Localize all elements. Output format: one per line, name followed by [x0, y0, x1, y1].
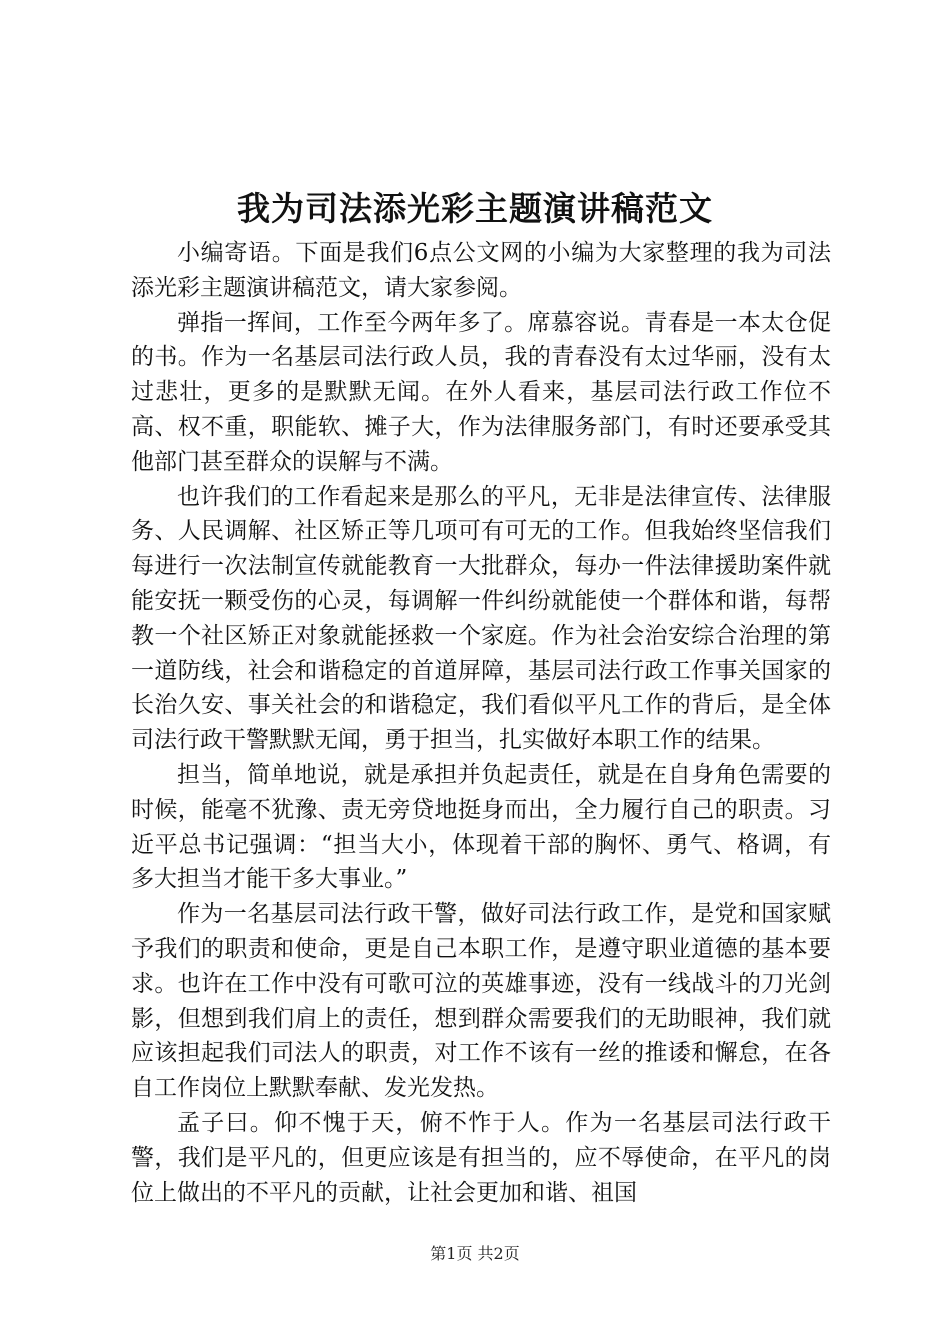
paragraph: 弹指一挥间，工作至今两年多了。席慕容说。青春是一本太仓促的书。作为一名基层司法行政人员，我的青春没有太过华丽，没有太过悲壮，更多的是默默无闻。在外人看来，基层司法行政工作位不高、权不重，职能软、摊子大，作为法律服务部门，有时还要承受其他部门甚至群众的误解与不满。 — [131, 309, 831, 475]
paragraph-intro: 小编寄语。下面是我们6点公文网的小编为大家整理的我为司法添光彩主题演讲稿范文，请大家参阅。 — [131, 240, 831, 301]
document-body — [131, 236, 831, 1210]
document-title: 我为司法添光彩主题演讲稿范文 — [237, 189, 713, 228]
page-number-footer: 第1页 共2页 — [430, 1244, 520, 1263]
paragraph: 担当，简单地说，就是承担并负起责任，就是在自身角色需要的时候，能毫不犹豫、责无旁贷地挺身而出，全力履行自己的职责。习近平总书记强调：“担当大小，体现着干部的胸怀、勇气、格调，有多大担当才能干多大事业。” — [131, 761, 831, 893]
paragraph: 也许我们的工作看起来是那么的平凡，无非是法律宣传、法律服务、人民调解、社区矫正等几项可有可无的工作。但我始终坚信我们每进行一次法制宣传就能教育一大批群众，每办一件法律援助案件就能安抚一颗受伤的心灵，每调解一件纠纷就能使一个群体和谐，每帮教一个社区矫正对象就能拯救一个家庭。作为社会治安综合治理的第一道防线，社会和谐稳定的首道屏障，基层司法行政工作事关国家的长治久安、事关社会的和谐稳定，我们看似平凡工作的背后，是全体司法行政干警默默无闻，勇于担当，扎实做好本职工作的结果。 — [131, 483, 831, 754]
paragraph: 作为一名基层司法行政干警，做好司法行政工作，是党和国家赋予我们的职责和使命，更是自己本职工作，是遵守职业道德的基本要求。也许在工作中没有可歌可泣的英雄事迹，没有一线战斗的刀光剑影，但想到我们肩上的责任，想到群众需要我们的无助眼神，我们就应该担起我们司法人的职责，对工作不该有一丝的推诿和懈怠，在各自工作岗位上默默奉献、发光发热。 — [131, 901, 831, 1102]
paragraph: 孟子曰。仰不愧于天，俯不怍于人。作为一名基层司法行政干警，我们是平凡的，但更应该是有担当的，应不辱使命，在平凡的岗位上做出的不平凡的贡献，让社会更加和谐、祖国 — [131, 1109, 831, 1206]
